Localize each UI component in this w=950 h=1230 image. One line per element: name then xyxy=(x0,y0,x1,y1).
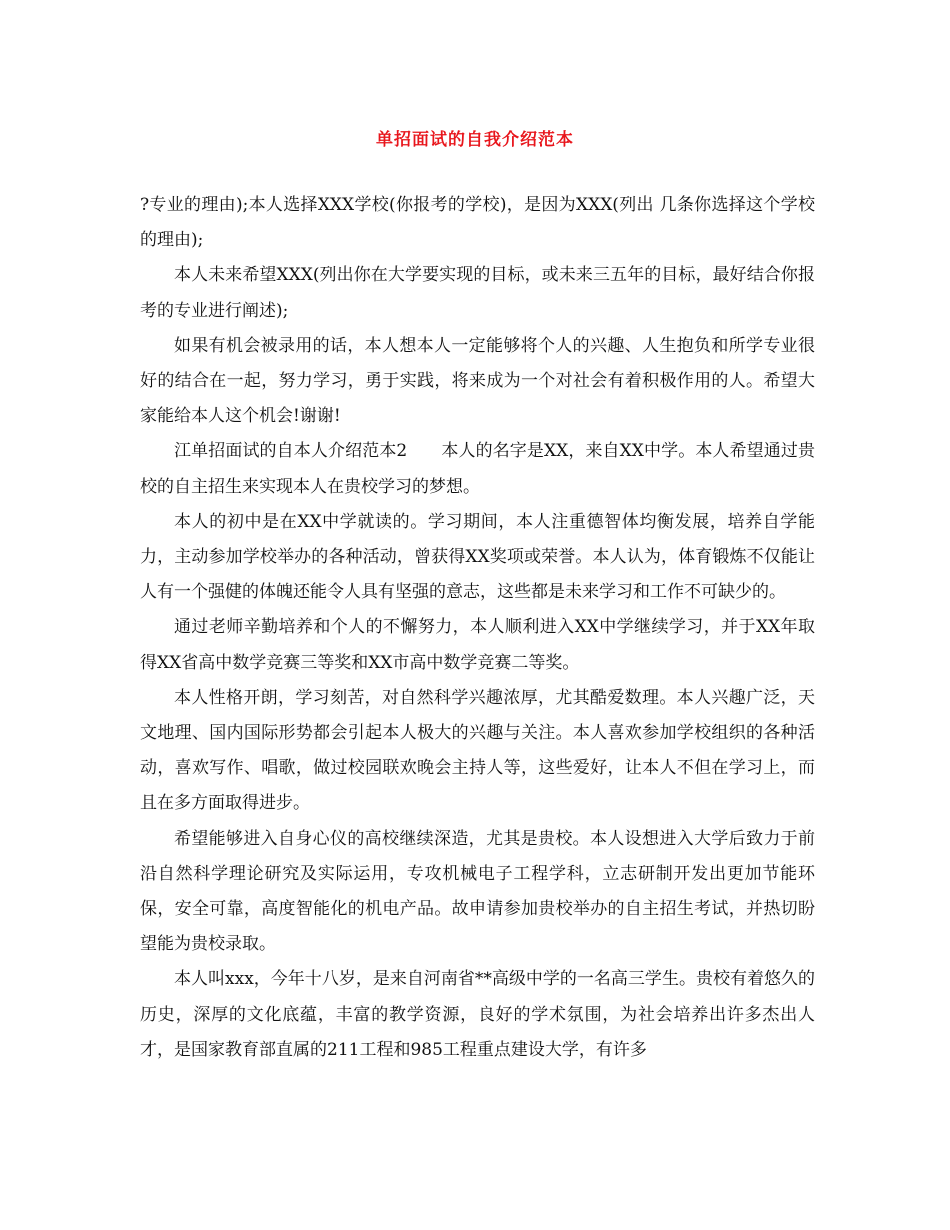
document-body xyxy=(140,188,815,1068)
section-heading-2: 江单招面试的自本人介绍范本2 xyxy=(174,441,408,462)
paragraph-4-text: 本人的名字是XX，来自XX中学。本人希望通过贵校的自主招生来实现本人在贵校学习的梦想。 xyxy=(140,441,815,497)
document-title: 单招面试的自我介绍范本 xyxy=(376,130,574,150)
paragraph-9: 本人叫xxx，今年十八岁，是来自河南省**高级中学的一名高三学生。贵校有着悠久的历史，深厚的文化底蕴，丰富的教学资源，良好的学术氛围，为社会培养出许多杰出人才，是国家教育部直属的211工程和985工程重点建设大学，有许多 xyxy=(140,969,815,1060)
paragraph-7: 本人性格开朗，学习刻苦，对自然科学兴趣浓厚，尤其酷爱数理。本人兴趣广泛，天文地理、国内国际形势都会引起本人极大的兴趣与关注。本人喜欢参加学校组织的各种活动，喜欢写作、唱歌，做过校园联欢晚会主持人等，这些爱好，让本人不但在学习上，而且在多方面取得进步。 xyxy=(140,687,815,814)
paragraph-5: 本人的初中是在XX中学就读的。学习期间，本人注重德智体均衡发展，培养自学能力，主动参加学校举办的各种活动，曾获得XX奖项或荣誉。本人认为，体育锻炼不仅能让人有一个强健的体魄还能令人具有坚强的意志，这些都是未来学习和工作不可缺少的。 xyxy=(140,511,815,603)
paragraph-1: ?专业的理由);本人选择XXX学校(你报考的学校)，是因为XXX(列出 几条你选择这个学校的理由); xyxy=(140,195,815,251)
paragraph-4 xyxy=(140,434,815,504)
paragraph-8: 希望能够进入自身心仪的高校继续深造，尤其是贵校。本人设想进入大学后致力于前沿自然科学理论研究及实际运用，专攻机械电子工程学科，立志研制开发出更加节能环保，安全可靠，高度智能化的机电产品。故申请参加贵校举办的自主招生考试，并热切盼望能为贵校录取。 xyxy=(140,828,815,955)
paragraph-6: 通过老师辛勤培养和个人的不懈努力，本人顺利进入XX中学继续学习，并于XX年取得XX省高中数学竞赛三等奖和XX市高中数学竞赛二等奖。 xyxy=(140,617,815,673)
paragraph-2: 本人未来希望XXX(列出你在大学要实现的目标，或未来三五年的目标，最好结合你报考的专业进行阐述); xyxy=(140,265,815,321)
paragraph-3: 如果有机会被录用的话，本人想本人一定能够将个人的兴趣、人生抱负和所学专业很好的结合在一起，努力学习，勇于实践，将来成为一个对社会有着积极作用的人。希望大家能给本人这个机会!谢谢! xyxy=(140,335,815,427)
